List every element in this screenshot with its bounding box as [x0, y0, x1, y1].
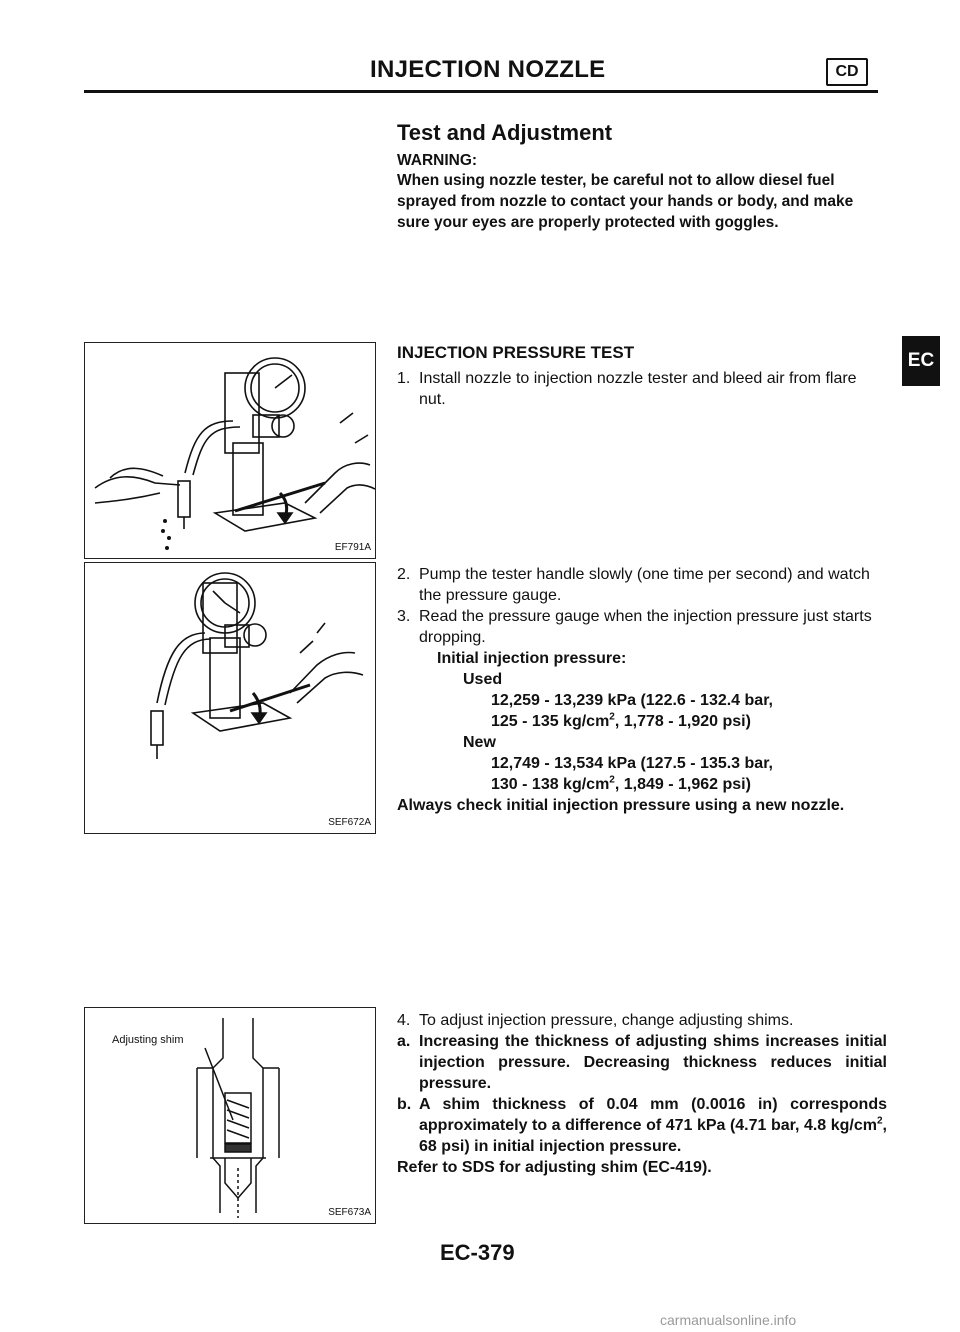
section-tab-ec[interactable]: EC	[902, 336, 940, 386]
warning-label: WARNING:	[397, 152, 478, 169]
note-a	[397, 1031, 887, 1094]
note-letter: b.	[397, 1096, 412, 1113]
nozzle-tester-illustration	[85, 343, 375, 558]
step-number: 4.	[397, 1012, 411, 1029]
new-label: New	[463, 734, 496, 751]
nozzle-tester-pump-illustration	[85, 563, 375, 833]
step-2	[397, 564, 887, 606]
used-value-line2: 125 - 135 $kg/cm^2$, 1,778 - 1,920 psi)	[491, 711, 751, 730]
warning-text: When using nozzle tester, be careful not to allow diesel fuel sprayed from nozzle to contact your hands or body, and make sure your eyes are properly protected with goggles.	[397, 172, 854, 231]
step-4	[397, 1010, 887, 1031]
figure-code: SEF673A	[328, 1207, 371, 1218]
used-label: Used	[463, 671, 503, 688]
figure-code: EF791A	[334, 542, 371, 553]
step-text: To adjust injection pressure, change adjusting shims.	[419, 1012, 794, 1029]
adjust-steps	[397, 1010, 887, 1178]
header-rule	[84, 90, 878, 93]
figure-code: SEF672A	[328, 817, 371, 828]
note-text: A shim thickness of 0.04 mm (0.0016 in) corresponds approximately to a difference of 471 kPa (4.71 bar, 4.8 $kg/cm^2$, 68 psi) in initial injection pressure.	[419, 1096, 887, 1155]
step-text: Pump the tester handle slowly (one time per second) and watch the pressure gauge.	[419, 566, 870, 604]
initial-pressure-label: Initial injection pressure:	[437, 650, 627, 667]
step-number: 3.	[397, 608, 411, 625]
note-text: Increasing the thickness of adjusting shims increases initial injection pressure. Decreasing thickness reduces initial pressure.	[419, 1033, 887, 1092]
note-letter: a.	[397, 1033, 411, 1050]
new-value-line1: 12,749 - 13,534 kPa (127.5 - 135.3 bar,	[491, 755, 773, 772]
subsection-title: INJECTION PRESSURE TEST	[397, 343, 635, 362]
refer-note: Refer to SDS for adjusting shim (EC-419).	[397, 1159, 712, 1176]
step-number: 2.	[397, 566, 411, 583]
section-title: Test and Adjustment	[397, 120, 613, 145]
adjusting-shim-label: Adjusting shim	[112, 1034, 184, 1046]
figure-adjusting-shim	[84, 1007, 376, 1224]
step-text: Read the pressure gauge when the injection pressure just starts dropping.	[419, 608, 872, 646]
new-value-line2: 130 - 138 $kg/cm^2$, 1,849 - 1,962 psi)	[491, 774, 751, 793]
page-title: INJECTION NOZZLE	[370, 56, 606, 83]
watermark: carmanualsonline.info	[660, 1312, 797, 1328]
page-number: EC-379	[440, 1240, 515, 1265]
steps-2-3	[397, 564, 887, 816]
step-number: 1.	[397, 370, 411, 387]
used-value-line1: 12,259 - 13,239 kPa (122.6 - 132.4 bar,	[491, 692, 773, 709]
figure-nozzle-tester-pump	[84, 562, 376, 834]
always-check-note: Always check initial injection pressure using a new nozzle.	[397, 797, 845, 814]
figure-nozzle-tester-bleed	[84, 342, 376, 559]
step-text: Install nozzle to injection nozzle tester and bleed air from flare nut.	[419, 370, 857, 408]
engine-type-badge: CD	[826, 58, 868, 86]
step-1	[397, 368, 887, 410]
note-b	[397, 1094, 887, 1157]
step-3	[397, 606, 887, 648]
